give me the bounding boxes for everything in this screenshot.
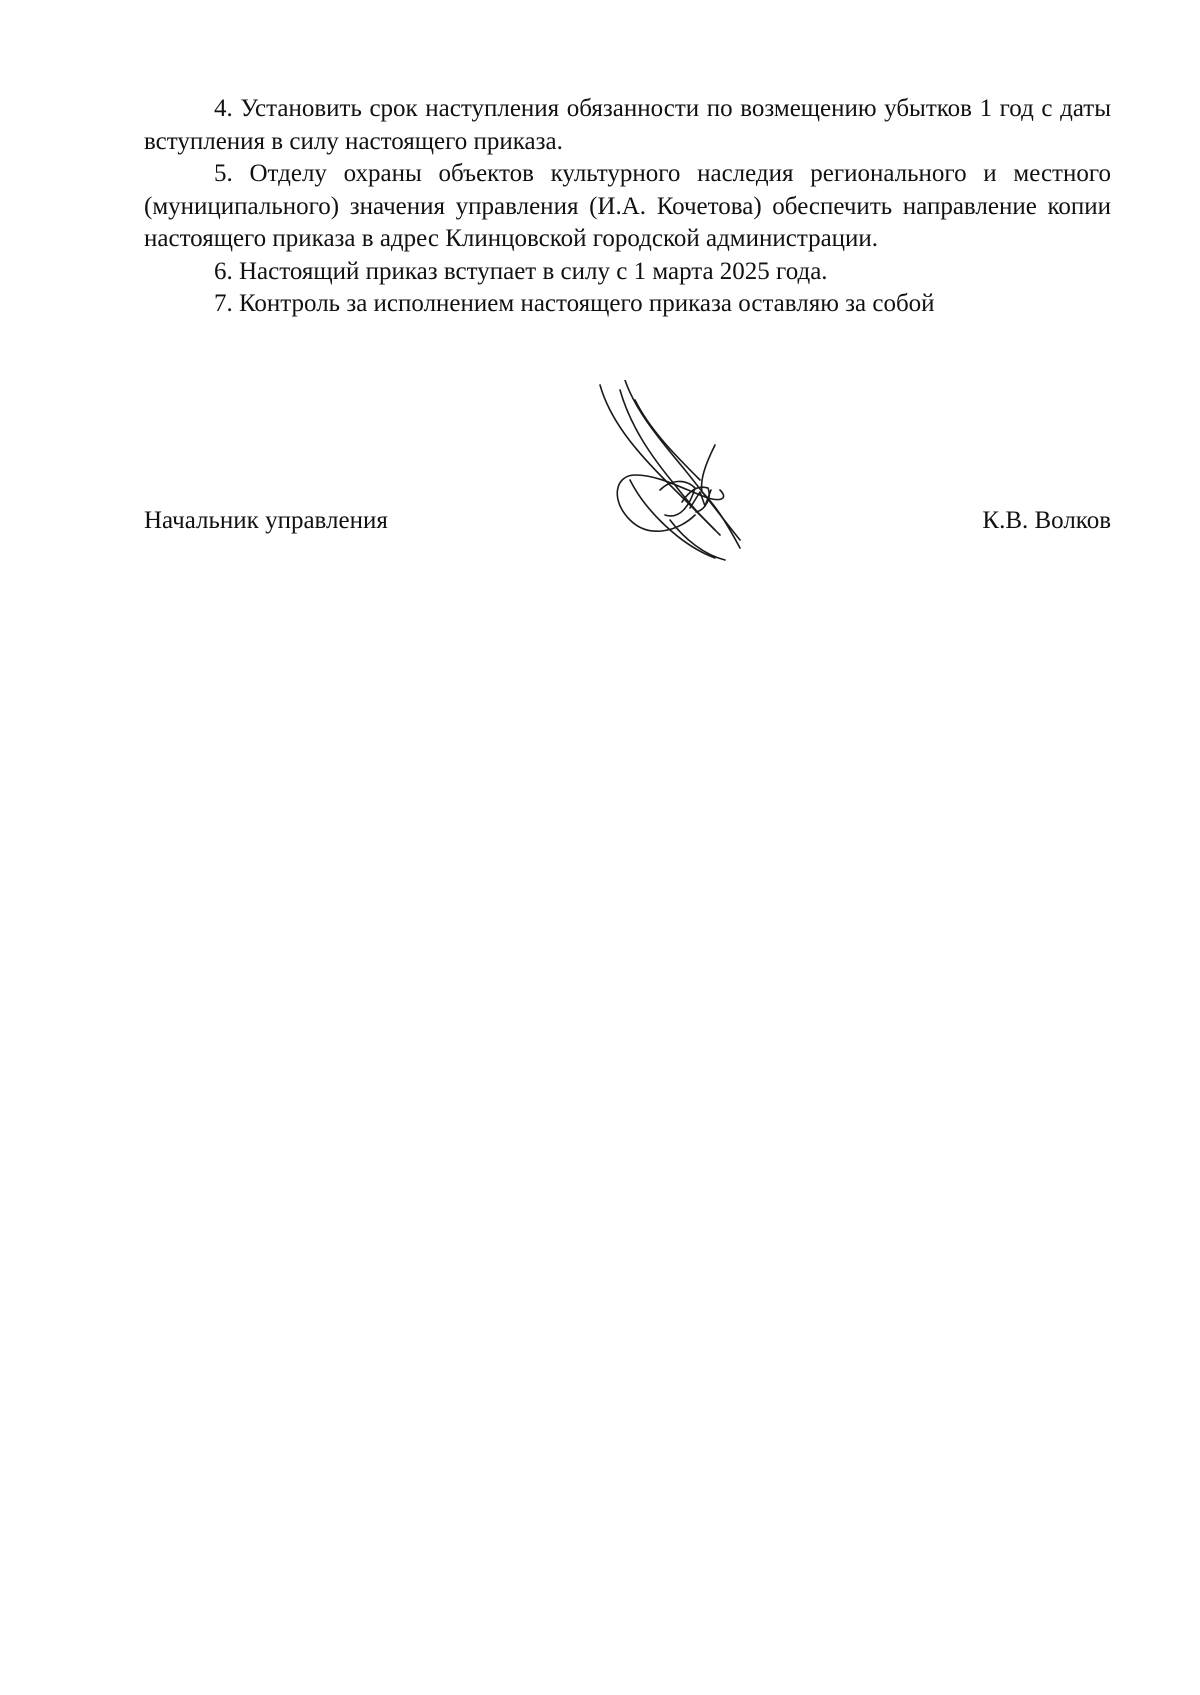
paragraph-item-6: 6. Настоящий приказ вступает в силу с 1 марта 2025 года. [214, 257, 828, 285]
paragraph-item-5: 5. Отделу охраны объектов культурного наследия регионального и местного (муниципального) значения управления (И.А. Кочетова) обеспечить направление копии настоящего приказа в адрес Клинцовской городской администрации. [144, 160, 1111, 252]
signer-title: Начальник управления [144, 507, 388, 534]
paragraph-item-4: 4. Установить срок наступления обязанности по возмещению убытков 1 год с даты вступления в силу настоящего приказа. [144, 95, 1111, 155]
handwritten-signature [590, 380, 780, 580]
paragraph-item-7: 7. Контроль за исполнением настоящего приказа оставляю за собой [214, 290, 935, 317]
signer-name: К.В. Волков [982, 507, 1111, 534]
document-body [144, 93, 1111, 321]
signature-block [144, 500, 1111, 540]
